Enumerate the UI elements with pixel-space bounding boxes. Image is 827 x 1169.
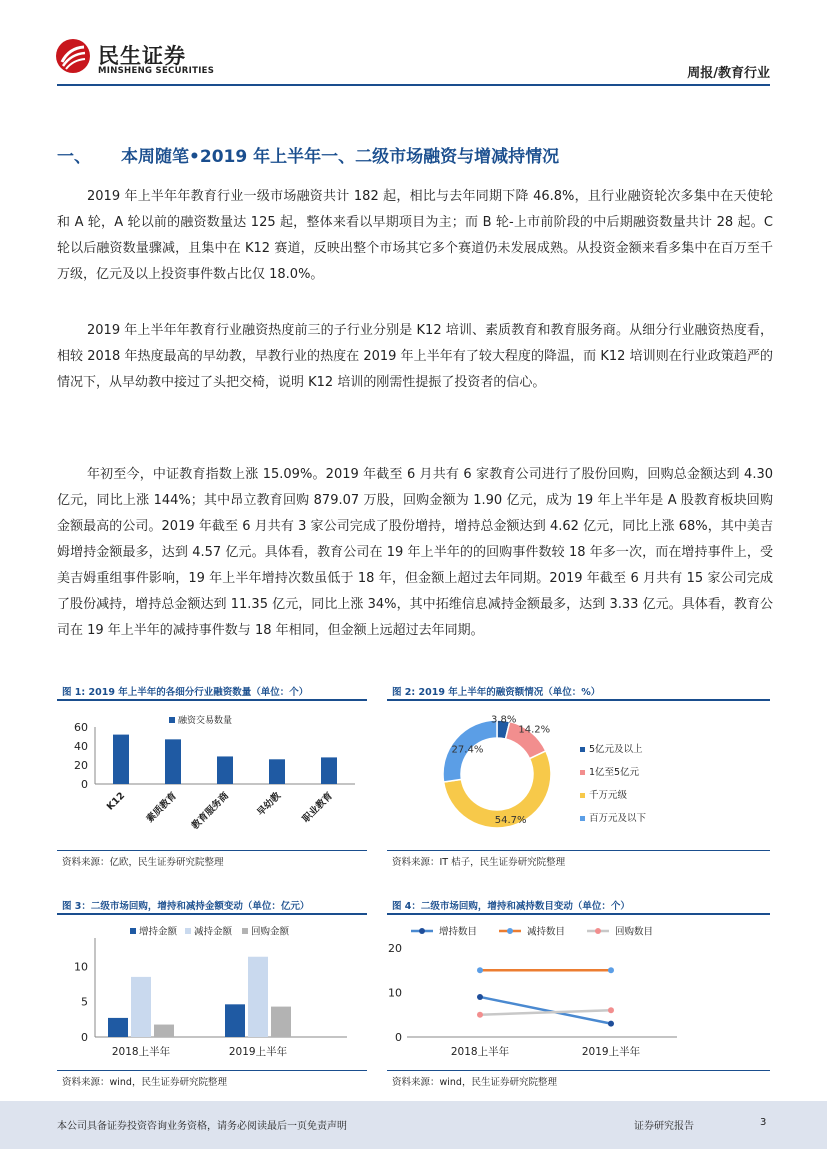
fig4-legend-label-1: 减持数目 bbox=[527, 926, 566, 938]
figure-1-title: 图 1: 2019 年上半年的各细分行业融资数量（单位：个） bbox=[62, 687, 309, 698]
fig3-legend-label-2: 回购金额 bbox=[251, 926, 290, 938]
fig2-legend-swatch-1 bbox=[580, 770, 585, 775]
fig4-legend-marker-1 bbox=[507, 928, 513, 934]
fig2-value-label-0: 3.8% bbox=[490, 714, 517, 726]
figure-2-bottom-rule bbox=[387, 850, 770, 851]
fig3-bar-0-1 bbox=[131, 977, 151, 1037]
fig1-bar-0 bbox=[113, 735, 129, 784]
fig4-point-1-0 bbox=[477, 967, 483, 973]
fig3-legend-swatch-2 bbox=[242, 928, 248, 934]
fig3-ytick-0: 0 bbox=[81, 1031, 88, 1044]
fig2-legend-label-2: 千万元级 bbox=[589, 790, 628, 801]
fig1-legend-swatch bbox=[169, 717, 175, 723]
fig4-xlabel-1: 2019上半年 bbox=[581, 1046, 641, 1058]
fig1-xlabel-2: 教育服务商 bbox=[189, 790, 232, 832]
fig2-value-label-1: 14.2% bbox=[518, 724, 551, 736]
fig3-bar-1-2 bbox=[271, 1007, 291, 1037]
figure-2-chart bbox=[387, 702, 770, 848]
fig4-xlabel-0: 2018上半年 bbox=[450, 1046, 510, 1058]
fig2-legend-swatch-2 bbox=[580, 793, 585, 798]
figure-4-top-rule bbox=[387, 913, 770, 915]
footer-page-number: 3 bbox=[760, 1117, 767, 1128]
fig3-legend-label-1: 减持金额 bbox=[194, 926, 233, 938]
fig2-value-label-3: 27.4% bbox=[451, 744, 484, 756]
section-title-text: 本周随笔•2019 年上半年一、二级市场融资与增减持情况 bbox=[121, 147, 560, 167]
fig3-ytick-1: 5 bbox=[81, 995, 88, 1009]
fig1-bar-3 bbox=[269, 759, 285, 784]
fig4-legend-marker-2 bbox=[595, 928, 601, 934]
fig1-bar-2 bbox=[217, 756, 233, 784]
figure-1-chart bbox=[57, 702, 367, 848]
fig1-ytick-0: 0 bbox=[81, 778, 88, 791]
fig1-ytick-1: 20 bbox=[74, 759, 88, 772]
fig4-legend-label-2: 回购数目 bbox=[615, 926, 654, 938]
figure-4-source: 资料来源：wind，民生证券研究院整理 bbox=[392, 1077, 557, 1088]
fig1-bar-4 bbox=[321, 757, 337, 784]
fig1-xlabel-1: 素质教育 bbox=[144, 790, 180, 826]
fig3-bar-0-0 bbox=[108, 1018, 128, 1037]
figure-2-title: 图 2: 2019 年上半年的融资额情况（单位：%） bbox=[392, 687, 601, 698]
fig1-xlabel-4: 职业教育 bbox=[300, 790, 336, 826]
fig3-ytick-2: 10 bbox=[74, 960, 88, 974]
fig3-xlabel-0: 2018上半年 bbox=[111, 1046, 171, 1058]
figure-3-chart bbox=[57, 916, 367, 1068]
fig4-legend-label-0: 增持数目 bbox=[439, 926, 478, 938]
logo-cn-text: 民生证券 bbox=[98, 44, 186, 68]
paragraph-2: 2019 年上半年年教育行业融资热度前三的子行业分别是 K12 培训、素质教育和教育服务商。从细分行业融资热度看，相较 2018 年热度最高的早幼教，早教行业的热度在 2019 年上半年有了较大程度的降温，而 K12 培训则在行业政策趋严的情况下，从早幼教中接过了头把交椅，说明 K12 培训的刚需性提振了投资者的信心。 bbox=[57, 323, 773, 390]
fig1-legend-label: 融资交易数量 bbox=[178, 716, 233, 726]
fig3-legend-swatch-1 bbox=[185, 928, 191, 934]
fig2-legend-label-0: 5亿元及以上 bbox=[589, 744, 643, 755]
figure-1-top-rule bbox=[57, 699, 367, 701]
figure-4-bottom-rule bbox=[387, 1070, 770, 1071]
figure-3-bottom-rule bbox=[57, 1070, 367, 1071]
figure-3-title: 图 3：二级市场回购，增持和减持金额变动（单位：亿元） bbox=[62, 901, 310, 912]
header-rule bbox=[57, 84, 770, 86]
fig1-bar-1 bbox=[165, 739, 181, 784]
figure-1-source: 资料来源：亿欧，民生证券研究院整理 bbox=[62, 857, 224, 868]
fig4-legend-marker-0 bbox=[419, 928, 425, 934]
figure-2-source: 资料来源：IT 桔子，民生证券研究院整理 bbox=[392, 857, 566, 868]
report-type: 周报/教育行业 bbox=[687, 66, 770, 81]
fig4-point-0-1 bbox=[608, 1021, 614, 1027]
fig1-xlabel-0: K12 bbox=[104, 790, 128, 813]
fig4-point-1-1 bbox=[608, 967, 614, 973]
figure-4-title: 图 4：二级市场回购，增持和减持数目变动（单位：个） bbox=[392, 901, 630, 912]
footer-disclaimer: 本公司具备证券投资咨询业务资格，请务必阅读最后一页免责声明 bbox=[57, 1121, 347, 1132]
fig1-ytick-2: 40 bbox=[74, 740, 88, 753]
paragraph-3: 年初至今，中证教育指数上涨 15.09%。2019 年截至 6 月共有 6 家教育公司进行了股份回购，回购总金额达到 4.30 亿元，同比上涨 144%；其中昂立教育回购 879.07 万股，回购金额为 1.90 亿元，成为 19 年上半年是 A 股教育板块回购金额最高的公司。2019 年截至 6 月共有 3 家公司完成了股份增持，增持总金额达到 4.62 亿元，同比上涨 68%，其中美吉姆增持金额最多，达到 4.57 亿元。具体看，教育公司在 19 年上半年的的回购事件数较 18 年多一次，而在增持事件上，受美吉姆重组事件影响，19 年上半年增持次数虽低于 18 年，但金额上超过去年同期。2019 年截至 6 月共有 15 家公司完成了股份减持，增持总金额达到 11.35 亿元，同比上涨 34%，其中拓维信息减持金额最多，达到 3.33 亿元。具体看，教育公司在 19 年上半年的减持事件数与 18 年相同，但金额上远超过去年同期。 bbox=[57, 467, 773, 638]
figure-2-top-rule bbox=[387, 699, 770, 701]
fig2-legend-swatch-0 bbox=[580, 747, 585, 752]
figure-4-chart bbox=[387, 916, 770, 1068]
figure-1-bottom-rule bbox=[57, 850, 367, 851]
fig3-legend-swatch-0 bbox=[130, 928, 136, 934]
logo-en-text: MINSHENG SECURITIES bbox=[98, 66, 215, 76]
fig3-bar-1-1 bbox=[248, 957, 268, 1037]
paragraph-1: 2019 年上半年年教育行业一级市场融资共计 182 起，相比与去年同期下降 46.8%，且行业融资轮次多集中在天使轮和 A 轮，A 轮以前的融资数量达 125 起，整体来看以早期项目为主；而 B 轮-上市前阶段的中后期融资数量共计 28 起。C 轮以后融资数量骤减，且集中在 K12 赛道，反映出整个市场其它多个赛道仍未发展成熟。从投资金额来看多集中在百万至千万级，亿元及以上投资事件数占比仅 18.0%。 bbox=[57, 189, 773, 282]
figure-3-top-rule bbox=[57, 913, 367, 915]
fig4-point-2-0 bbox=[477, 1012, 483, 1018]
figure-3-source: 资料来源：wind，民生证券研究院整理 bbox=[62, 1077, 227, 1088]
fig4-ytick-0: 0 bbox=[395, 1031, 402, 1044]
section-title bbox=[57, 142, 559, 167]
fig4-point-2-1 bbox=[608, 1007, 614, 1013]
fig4-point-0-0 bbox=[477, 994, 483, 1000]
fig4-ytick-1: 10 bbox=[388, 986, 402, 1000]
fig2-value-label-2: 54.7% bbox=[494, 814, 527, 826]
fig3-legend-label-0: 增持金额 bbox=[139, 926, 178, 938]
minsheng-logo-icon bbox=[55, 38, 91, 74]
fig3-bar-0-2 bbox=[154, 1025, 174, 1037]
fig4-ytick-2: 20 bbox=[388, 942, 402, 955]
fig2-legend-label-1: 1亿至5亿元 bbox=[589, 767, 640, 778]
fig1-xlabel-3: 早幼教 bbox=[255, 790, 284, 819]
section-number: 一、 bbox=[57, 147, 91, 167]
fig3-bar-1-0 bbox=[225, 1004, 245, 1037]
fig3-xlabel-1: 2019上半年 bbox=[228, 1046, 288, 1058]
fig1-ytick-3: 60 bbox=[74, 721, 88, 734]
fig2-legend-label-3: 百万元及以下 bbox=[589, 813, 647, 824]
footer-report-label: 证券研究报告 bbox=[634, 1121, 694, 1132]
fig2-legend-swatch-3 bbox=[580, 816, 585, 821]
